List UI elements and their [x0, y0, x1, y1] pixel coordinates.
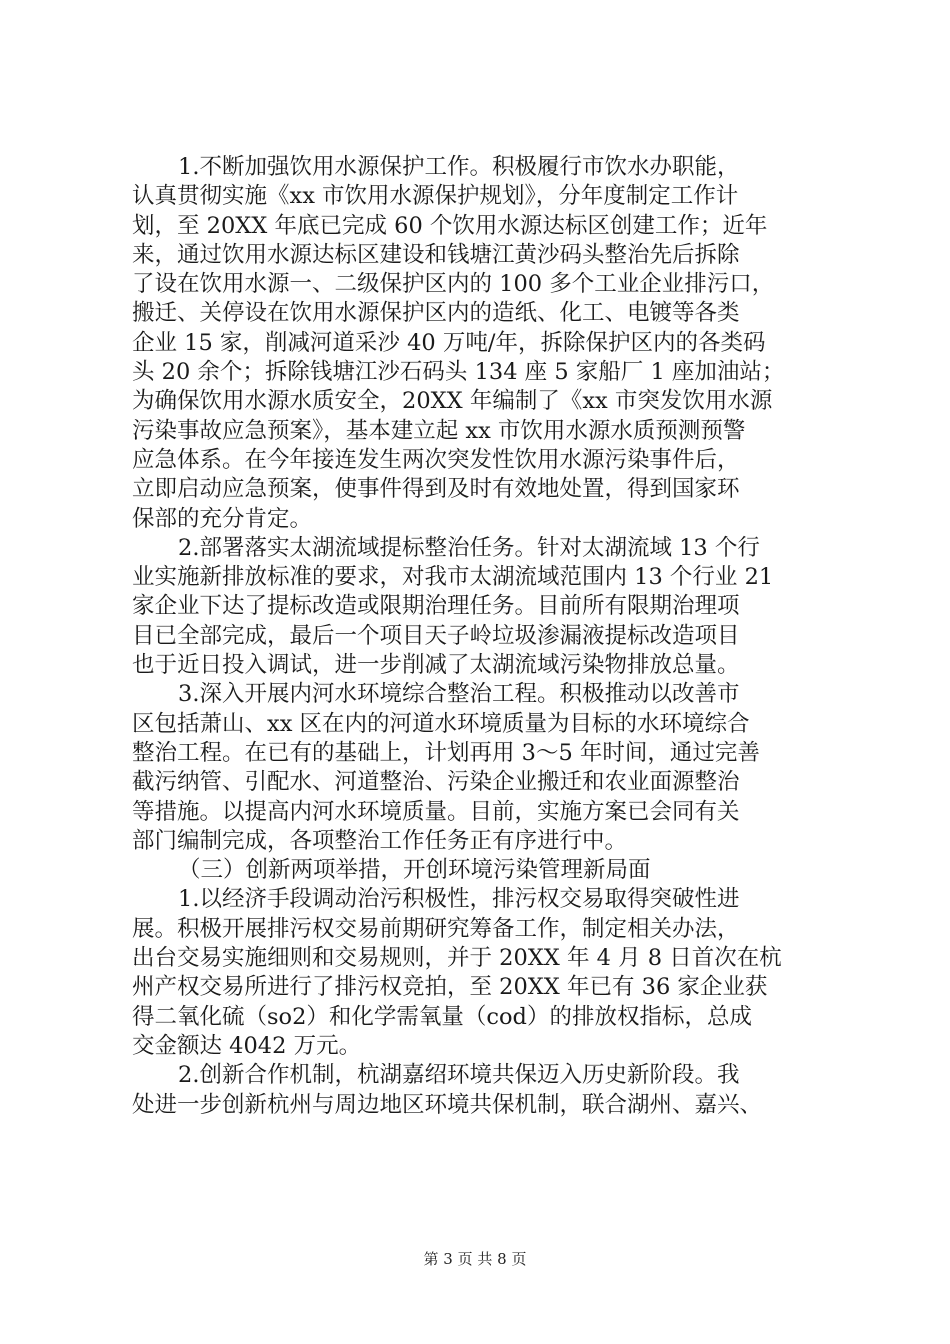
text-line: 应急体系。在今年接连发生两次突发性饮用水源污染事件后，: [132, 446, 740, 473]
text-line: 目已全部完成，最后一个项目天子岭垃圾渗漏液提标改造项目: [132, 622, 740, 649]
text-line: 也于近日投入调试，进一步削减了太湖流域污染物排放总量。: [132, 652, 740, 679]
text-line: 了设在饮用水源一、二级保护区内的 100 多个工业企业排污口，: [132, 271, 775, 298]
text-line: 展。积极开展排污权交易前期研究筹备工作，制定相关办法，: [132, 915, 740, 942]
text-line: 交金额达 4042 万元。: [132, 1032, 362, 1059]
text-line: 2.创新合作机制，杭湖嘉绍环境共保迈入历史新阶段。我: [178, 1062, 740, 1089]
text-line: 出台交易实施细则和交易规则，并于 20XX 年 4 月 8 日首次在杭: [132, 945, 782, 972]
text-line: 来，通过饮用水源达标区建设和钱塘江黄沙码头整治先后拆除: [132, 241, 740, 268]
text-line: 等措施。以提高内河水环境质量。目前，实施方案已会同有关: [132, 798, 740, 825]
paragraph-inner-river: [132, 680, 840, 856]
paragraph-taihu-basin: [132, 534, 840, 680]
paragraph-cooperation: [132, 1061, 840, 1120]
text-line: 州产权交易所进行了排污权竞拍，至 20XX 年已有 36 家企业获: [132, 974, 768, 1001]
text-line: 区包括萧山、xx 区在内的河道水环境质量为目标的水环境综合: [132, 710, 750, 737]
text-line: 企业 15 家，削减河道采沙 40 万吨/年，拆除保护区内的各类码: [132, 329, 766, 356]
document-body: [132, 153, 840, 1120]
text-line: 1.不断加强饮用水源保护工作。积极履行市饮水办职能，: [178, 154, 740, 180]
text-line: 污染事故应急预案》，基本建立起 xx 市饮用水源水质预测预警: [132, 417, 746, 444]
text-line: 部门编制完成，各项整治工作任务正有序进行中。: [132, 827, 628, 854]
text-line: 家企业下达了提标改造或限期治理任务。目前所有限期治理项: [132, 593, 740, 620]
page-footer: [0, 1248, 950, 1269]
text-line: 业实施新排放标准的要求，对我市太湖流域范围内 13 个行业 21: [132, 564, 774, 591]
heading-line: （三）创新两项举措，开创环境污染管理新局面: [178, 857, 651, 884]
text-line: 搬迁、关停设在饮用水源保护区内的造纸、化工、电镀等各类: [132, 300, 740, 327]
text-line: 认真贯彻实施《xx 市饮用水源保护规划》，分年度制定工作计: [132, 183, 739, 210]
text-line: 截污纳管、引配水、河道整治、污染企业搬迁和农业面源整治: [132, 769, 740, 796]
text-line: 处进一步创新杭州与周边地区环境共保机制，联合湖州、嘉兴、: [132, 1091, 763, 1118]
paragraph-emission-trading: [132, 885, 840, 1061]
text-line: 得二氧化硫（so2）和化学需氧量（cod）的排放权指标，总成: [132, 1003, 752, 1030]
paragraph-drinking-water-protection: [132, 153, 840, 534]
page-number: 第 3 页 共 8 页: [423, 1250, 527, 1268]
text-line: 保部的充分肯定。: [132, 505, 313, 532]
text-line: 划，至 20XX 年底已完成 60 个饮用水源达标区创建工作；近年: [132, 212, 768, 239]
section-heading: [132, 856, 840, 885]
text-line: 立即启动应急预案，使事件得到及时有效地处置，得到国家环: [132, 476, 740, 503]
text-line: 头 20 余个；拆除钱塘江沙石码头 134 座 5 家船厂 1 座加油站；: [132, 359, 785, 386]
text-line: 2.部署落实太湖流域提标整治任务。针对太湖流域 13 个行: [178, 534, 760, 561]
text-line: 为确保饮用水源水质安全，20XX 年编制了《xx 市突发饮用水源: [132, 388, 773, 415]
text-line: 整治工程。在已有的基础上，计划再用 3～5 年时间，通过完善: [132, 739, 760, 766]
text-line: 1.以经济手段调动治污积极性，排污权交易取得突破性进: [178, 886, 740, 913]
text-line: 3.深入开展内河水环境综合整治工程。积极推动以改善市: [178, 681, 740, 708]
